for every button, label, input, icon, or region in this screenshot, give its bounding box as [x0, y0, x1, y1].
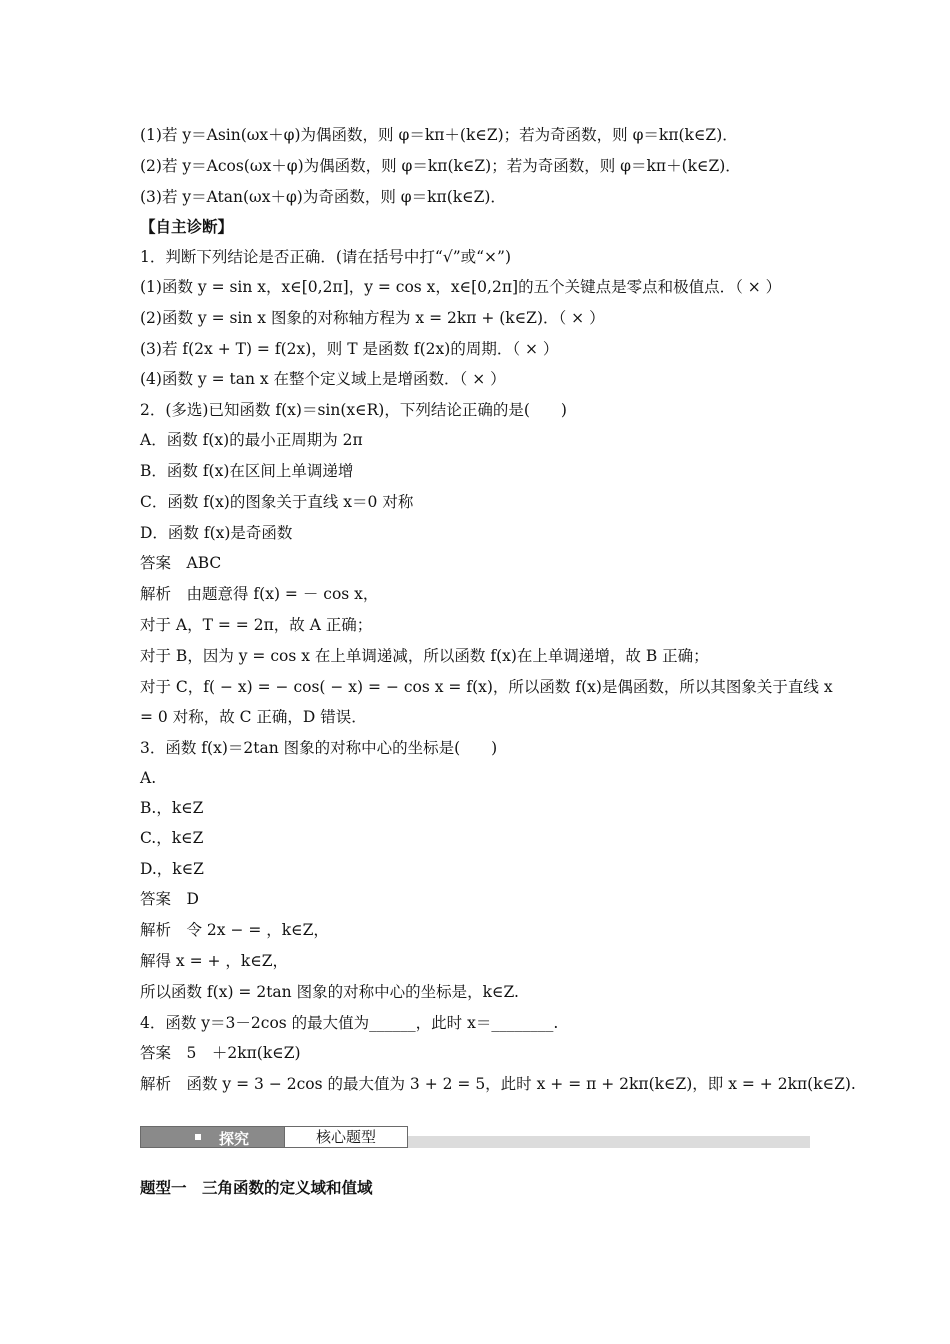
section-title: 题型一 三角函数的定义域和值域 — [140, 1179, 373, 1197]
analysis-line: 对于 B，因为 y = cos x 在上单调递减，所以函数 f(x)在上单调递增，故 B 正确； — [140, 647, 709, 665]
option-c: C．函数 f(x)的图象关于直线 x＝0 对称 — [140, 493, 414, 511]
analysis: 解析 函数 y = 3 − 2cos 的最大值为 3 + 2 = 5，此时 x + = π + 2kπ(k∈Z)，即 x = + 2kπ(k∈Z). — [140, 1075, 856, 1093]
answer: 答案 5 ＋2kπ(k∈Z) — [140, 1044, 301, 1062]
banner-rule — [408, 1136, 810, 1148]
option-c: C.，k∈Z — [140, 829, 204, 847]
question-3: 3．函数 f(x)＝2tan 图象的对称中心的坐标是( ) — [140, 739, 498, 757]
text-line: (2)若 y＝Acos(ωx＋φ)为偶函数，则 φ＝kπ(k∈Z)；若为奇函数，则 φ＝kπ＋(k∈Z)． — [140, 157, 741, 175]
analysis: 解析 令 2x − = ，k∈Z， — [140, 921, 329, 939]
analysis-line: = 0 对称，故 C 正确，D 错误． — [140, 708, 367, 726]
answer: 答案 D — [140, 890, 199, 908]
analysis-line: 所以函数 f(x) = 2tan 图象的对称中心的坐标是，k∈Z. — [140, 983, 519, 1001]
analysis-line: 对于 C，f( − x) = − cos( − x) = − cos x = f(x)，所以函数 f(x)是偶函数，所以其图象关于直线 x — [140, 678, 833, 696]
banner-right-label: 核心题型 — [284, 1126, 408, 1148]
statement-3: (3)若 f(2x + T) = f(2x)，则 T 是函数 f(2x)的周期．（ × ） — [140, 340, 559, 358]
answer: 答案 ABC — [140, 554, 222, 572]
square-bullet-icon — [195, 1134, 201, 1140]
text-line: (3)若 y＝Atan(ωx＋φ)为奇函数，则 φ＝kπ(k∈Z)． — [140, 188, 506, 206]
option-a: A．函数 f(x)的最小正周期为 2π — [140, 431, 363, 449]
option-b: B.，k∈Z — [140, 799, 204, 817]
option-d: D．函数 f(x)是奇函数 — [140, 524, 293, 542]
question-2: 2．(多选)已知函数 f(x)＝sin(x∈R)，下列结论正确的是( ) — [140, 401, 567, 419]
analysis: 解析 由题意得 f(x) = － cos x， — [140, 585, 379, 603]
question-1: 1．判断下列结论是否正确．(请在括号中打“√”或“×”) — [140, 248, 512, 266]
section-banner — [140, 1126, 810, 1148]
option-b: B．函数 f(x)在区间上单调递增 — [140, 462, 354, 480]
statement-4: (4)函数 y = tan x 在整个定义域上是增函数．（ × ） — [140, 370, 506, 388]
banner-left-label: 探究 — [219, 1130, 250, 1148]
question-4: 4．函数 y＝3－2cos 的最大值为______，此时 x＝________. — [140, 1014, 559, 1032]
analysis-line: 解得 x = + ，k∈Z， — [140, 952, 289, 970]
text-line: (1)若 y＝Asin(ωx＋φ)为偶函数，则 φ＝kπ＋(k∈Z)；若为奇函数，则 φ＝kπ(k∈Z)． — [140, 126, 738, 144]
analysis-line: 对于 A，T = = 2π，故 A 正确； — [140, 616, 373, 634]
statement-2: (2)函数 y = sin x 图象的对称轴方程为 x = 2kπ + (k∈Z)．（ × ） — [140, 309, 605, 327]
section-heading-self-diagnosis: 【自主诊断】 — [140, 218, 234, 236]
option-a: A. — [140, 769, 157, 787]
banner-dark-tab — [140, 1126, 286, 1148]
statement-1: (1)函数 y = sin x，x∈[0,2π]，y = cos x，x∈[0,2π]的五个关键点是零点和极值点．（ × ） — [140, 278, 782, 296]
option-d: D.，k∈Z — [140, 860, 204, 878]
